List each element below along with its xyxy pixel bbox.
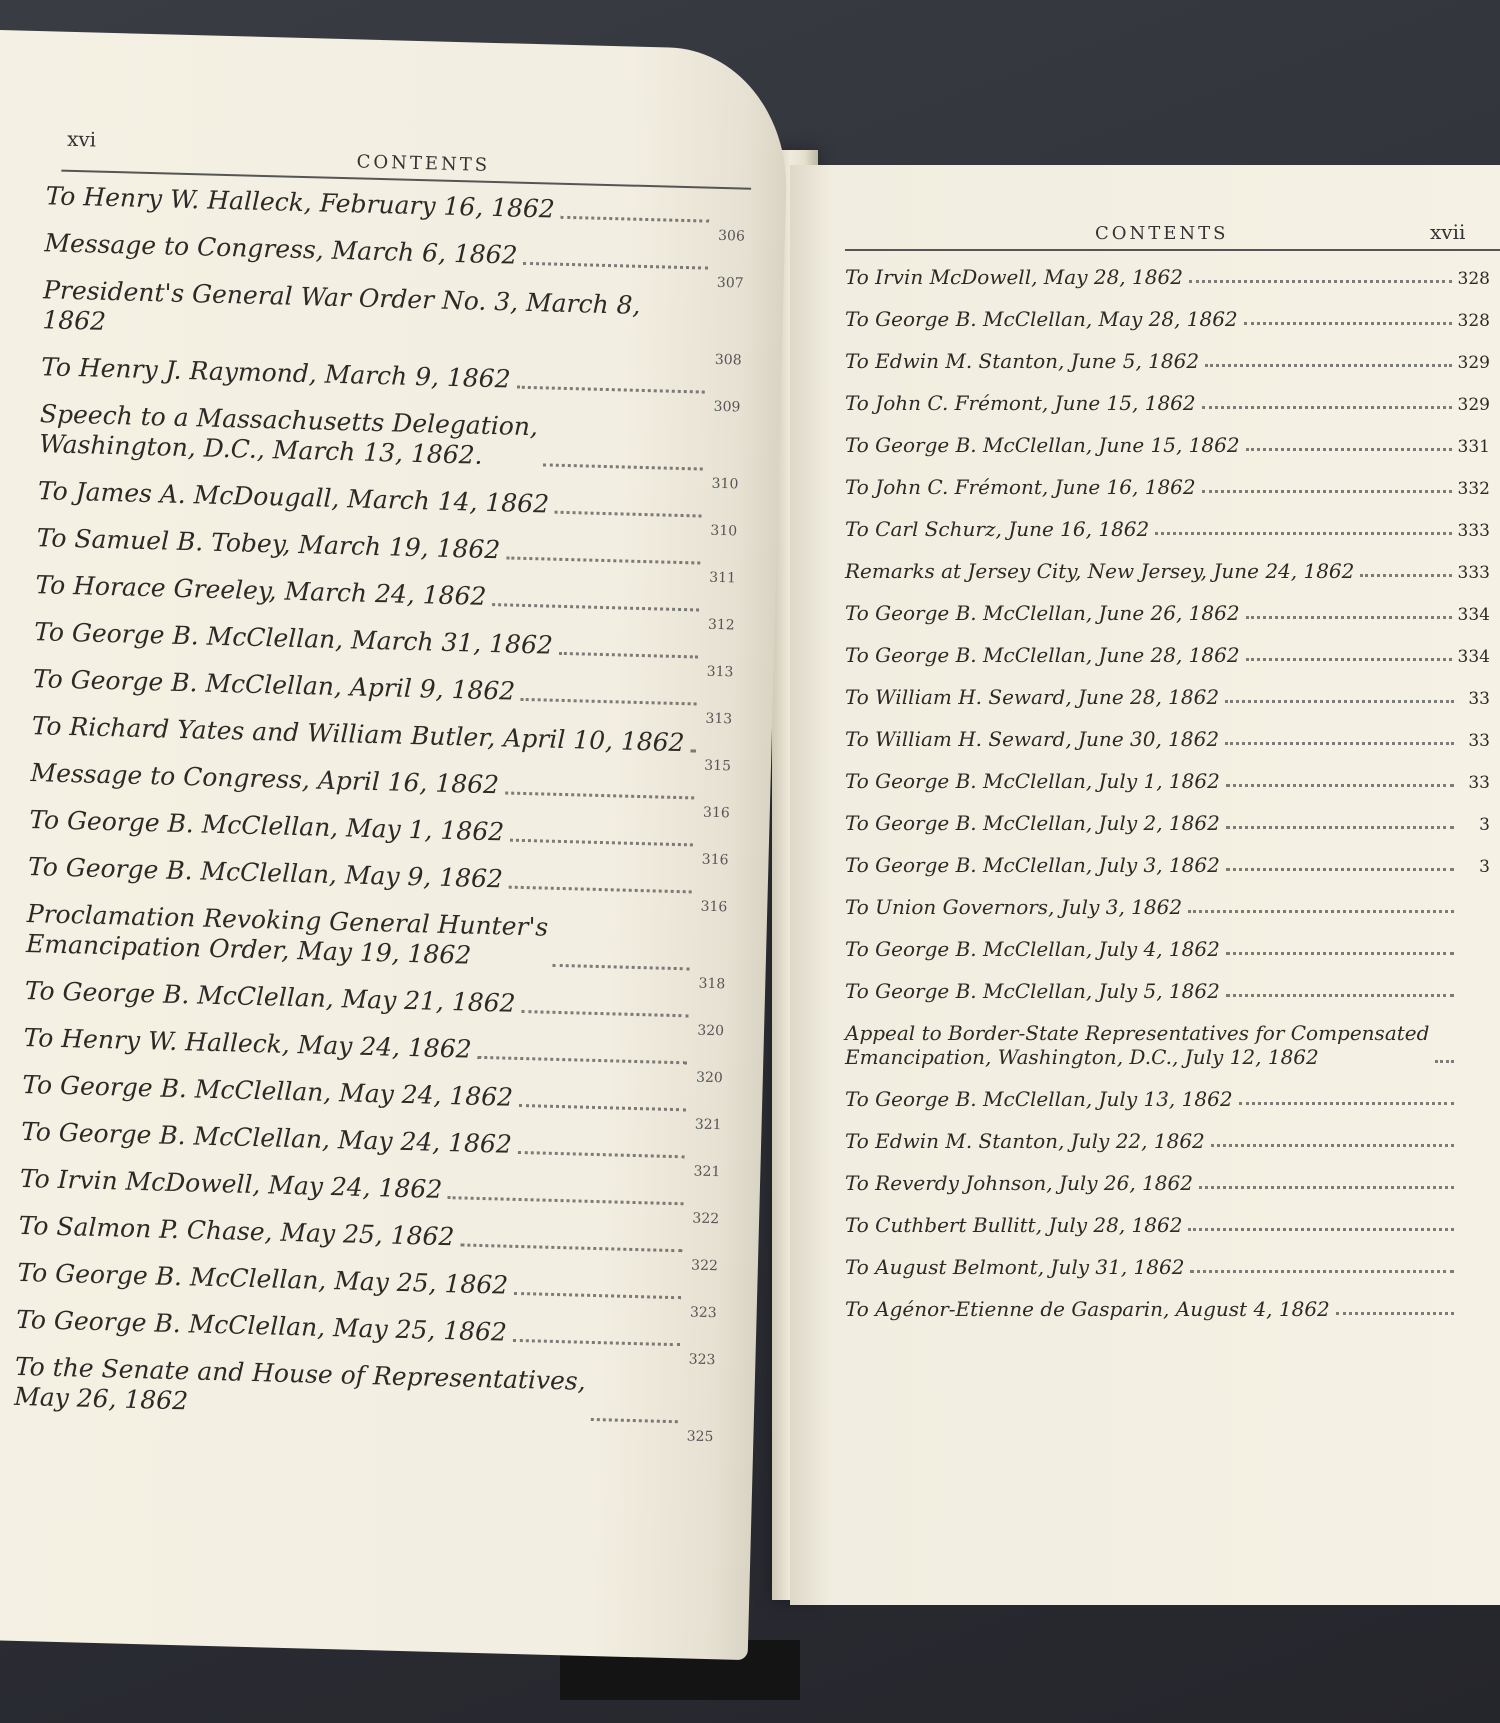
dot-leader bbox=[1226, 776, 1454, 787]
left-contents-list bbox=[13, 181, 745, 1447]
dot-leader bbox=[1226, 860, 1454, 871]
toc-entry-title: To George B. McClellan, April 9, 1862 bbox=[32, 664, 516, 706]
dot-leader bbox=[1225, 692, 1454, 703]
dot-leader bbox=[1246, 650, 1452, 661]
dot-leader bbox=[506, 548, 701, 564]
dot-leader bbox=[1360, 566, 1451, 577]
toc-entry bbox=[845, 517, 1490, 541]
toc-entry-title: To the Senate and House of Representatives, May 26, 1862 bbox=[13, 1351, 587, 1416]
toc-entry bbox=[845, 601, 1490, 625]
toc-entry-page: 332 bbox=[1457, 478, 1490, 499]
toc-entry bbox=[17, 1257, 718, 1322]
toc-entry-title: To George B. McClellan, July 1, 1862 bbox=[845, 769, 1220, 793]
toc-entry-title: To Carl Schurz, June 16, 1862 bbox=[845, 517, 1150, 541]
dot-leader bbox=[518, 1143, 685, 1158]
toc-entry-page: 333 bbox=[1457, 520, 1490, 541]
toc-entry bbox=[845, 643, 1490, 667]
toc-entry-title: To George B. McClellan, May 28, 1862 bbox=[845, 307, 1238, 331]
dot-leader bbox=[1226, 818, 1454, 829]
left-running-head: CONTENTS bbox=[356, 151, 491, 176]
toc-entry bbox=[36, 523, 737, 587]
toc-entry-title: To George B. McClellan, May 25, 1862 bbox=[17, 1257, 509, 1300]
toc-entry-title: To Henry W. Halleck, May 24, 1862 bbox=[23, 1022, 472, 1064]
toc-entry bbox=[845, 307, 1490, 331]
dot-leader bbox=[1336, 1304, 1454, 1315]
dot-leader bbox=[1199, 1178, 1454, 1189]
toc-entry-page: 329 bbox=[1457, 394, 1490, 415]
toc-entry-title: To Henry W. Halleck, February 16, 1862 bbox=[45, 181, 556, 224]
toc-entry bbox=[23, 1022, 724, 1087]
toc-entry bbox=[845, 433, 1490, 457]
toc-entry bbox=[32, 664, 734, 728]
dot-leader bbox=[1202, 398, 1452, 409]
toc-entry-page: 323 bbox=[689, 1304, 717, 1322]
toc-entry bbox=[845, 349, 1490, 373]
toc-entry bbox=[845, 727, 1490, 751]
toc-entry bbox=[845, 391, 1490, 415]
dot-leader bbox=[1155, 524, 1451, 535]
toc-entry-page: 318 bbox=[698, 975, 726, 993]
right-folio: xvii bbox=[1430, 220, 1466, 244]
toc-entry-page: 313 bbox=[705, 710, 733, 728]
left-folio: xvi bbox=[66, 126, 97, 152]
dot-leader bbox=[521, 690, 697, 706]
toc-entry bbox=[845, 1213, 1490, 1237]
toc-entry bbox=[845, 475, 1490, 499]
toc-entry-title: To William H. Seward, June 28, 1862 bbox=[845, 685, 1220, 709]
toc-entry-page: 3 bbox=[1479, 814, 1490, 835]
toc-entry-title: To Horace Greeley, March 24, 1862 bbox=[35, 570, 487, 611]
right-page bbox=[790, 165, 1500, 1605]
toc-entry-page: 315 bbox=[704, 757, 732, 775]
toc-entry-title: To George B. McClellan, May 1, 1862 bbox=[28, 805, 505, 847]
dot-leader bbox=[516, 378, 705, 394]
toc-entry-page: 310 bbox=[710, 522, 738, 540]
toc-entry bbox=[25, 899, 727, 993]
toc-entry-title: To Henry J. Raymond, March 9, 1862 bbox=[40, 352, 511, 394]
dot-leader bbox=[1189, 272, 1452, 283]
toc-entry bbox=[845, 937, 1490, 961]
toc-entry-page: 320 bbox=[695, 1069, 724, 1087]
toc-entry-title: To Agénor-Etienne de Gasparin, August 4, 1862 bbox=[845, 1297, 1330, 1321]
toc-entry-title: To George B. McClellan, June 26, 1862 bbox=[845, 601, 1240, 625]
toc-entry bbox=[845, 265, 1490, 289]
toc-entry bbox=[845, 1087, 1490, 1111]
toc-entry bbox=[845, 811, 1490, 835]
toc-entry-page: 313 bbox=[706, 663, 734, 681]
toc-entry-page: 33 bbox=[1468, 688, 1490, 709]
dot-leader bbox=[477, 1048, 687, 1064]
toc-entry-title: To George B. McClellan, July 13, 1862 bbox=[845, 1087, 1233, 1111]
toc-entry bbox=[13, 1351, 715, 1446]
toc-entry-page: 334 bbox=[1457, 604, 1490, 625]
toc-entry bbox=[845, 979, 1490, 1003]
toc-entry-page: 329 bbox=[1457, 352, 1490, 373]
toc-entry-title: To Reverdy Johnson, July 26, 1862 bbox=[845, 1171, 1193, 1195]
toc-entry bbox=[845, 1129, 1490, 1153]
toc-entry-page: 323 bbox=[688, 1351, 716, 1369]
dot-leader bbox=[510, 831, 693, 847]
dot-leader bbox=[521, 1002, 688, 1017]
toc-entry-title: To Irvin McDowell, May 24, 1862 bbox=[19, 1163, 443, 1204]
dot-leader bbox=[1211, 1136, 1454, 1147]
toc-entry-title: To George B. McClellan, May 24, 1862 bbox=[22, 1069, 514, 1112]
dot-leader bbox=[523, 254, 708, 270]
dot-leader bbox=[1202, 482, 1452, 493]
toc-entry-title: To George B. McClellan, July 2, 1862 bbox=[845, 811, 1220, 835]
toc-entry bbox=[845, 853, 1490, 877]
toc-entry-page: 316 bbox=[702, 804, 730, 822]
toc-entry-page: 3 bbox=[1479, 856, 1490, 877]
dot-leader bbox=[505, 783, 695, 799]
toc-entry-page: 321 bbox=[694, 1116, 722, 1134]
right-running-head: CONTENTS bbox=[1095, 223, 1229, 244]
toc-entry bbox=[45, 181, 746, 245]
toc-entry-page: 309 bbox=[713, 399, 741, 416]
dot-leader bbox=[1226, 944, 1454, 955]
toc-entry-title: To George B. McClellan, July 3, 1862 bbox=[845, 853, 1220, 877]
toc-entry bbox=[20, 1116, 722, 1181]
toc-entry-title: To George B. McClellan, May 25, 1862 bbox=[15, 1304, 508, 1347]
toc-entry-title: To William H. Seward, June 30, 1862 bbox=[845, 727, 1220, 751]
toc-entry bbox=[22, 1069, 723, 1134]
toc-entry-title: Remarks at Jersey City, New Jersey, June 24, 1862 bbox=[845, 559, 1355, 583]
toc-entry bbox=[40, 352, 742, 416]
toc-entry-title: Speech to a Massachusetts Delegation, Washington, D.C., March 13, 1862. bbox=[38, 399, 539, 470]
dot-leader bbox=[591, 1410, 678, 1423]
toc-entry-page: 307 bbox=[716, 275, 744, 292]
dot-leader bbox=[513, 1331, 680, 1346]
toc-entry-title: To George B. McClellan, June 28, 1862 bbox=[845, 643, 1240, 667]
toc-entry-title: Proclamation Revoking General Hunter's Emancipation Order, May 19, 1862 bbox=[25, 899, 549, 970]
toc-entry bbox=[845, 1171, 1490, 1195]
right-contents-list bbox=[845, 265, 1490, 1339]
toc-entry-page: 322 bbox=[692, 1210, 720, 1228]
dot-leader bbox=[1246, 440, 1452, 451]
toc-entry-page: 33 bbox=[1468, 772, 1490, 793]
toc-entry bbox=[42, 275, 743, 369]
toc-entry bbox=[28, 805, 730, 869]
dot-leader bbox=[559, 644, 698, 659]
toc-entry-page: 311 bbox=[708, 569, 737, 587]
toc-entry-page: 325 bbox=[686, 1428, 714, 1446]
dot-leader bbox=[1246, 608, 1452, 619]
toc-entry bbox=[35, 570, 736, 634]
toc-entry bbox=[15, 1304, 717, 1369]
toc-entry-page: 306 bbox=[717, 228, 746, 245]
dot-leader bbox=[1188, 902, 1454, 913]
toc-entry-page: 328 bbox=[1457, 310, 1490, 331]
toc-entry-page: 334 bbox=[1457, 646, 1490, 667]
toc-entry-page: 310 bbox=[711, 475, 739, 493]
toc-entry bbox=[30, 758, 731, 822]
toc-entry-title: To George B. McClellan, May 21, 1862 bbox=[24, 975, 516, 1018]
dot-leader bbox=[492, 595, 699, 611]
left-page bbox=[0, 30, 790, 1660]
toc-entry bbox=[845, 769, 1490, 793]
dot-leader bbox=[514, 1284, 681, 1299]
right-header-rule bbox=[845, 249, 1500, 251]
toc-entry-page: 308 bbox=[714, 352, 742, 369]
toc-entry-page: 316 bbox=[701, 851, 729, 869]
toc-entry-title: Appeal to Border-State Representatives for Compensated Emancipation, Washington, D.C., July 12, 1862 bbox=[845, 1021, 1430, 1069]
toc-entry bbox=[845, 559, 1490, 583]
toc-entry-title: To James A. McDougall, March 14, 1862 bbox=[37, 476, 550, 519]
dot-leader bbox=[690, 741, 695, 752]
toc-entry bbox=[37, 476, 739, 540]
toc-entry bbox=[845, 685, 1490, 709]
dot-leader bbox=[543, 455, 703, 470]
toc-entry-title: To Samuel B. Tobey, March 19, 1862 bbox=[36, 523, 501, 565]
toc-entry-page: 328 bbox=[1457, 268, 1490, 289]
dot-leader bbox=[555, 503, 702, 518]
toc-entry-title: To John C. Frémont, June 15, 1862 bbox=[845, 391, 1196, 415]
toc-entry-title: To Union Governors, July 3, 1862 bbox=[845, 895, 1183, 919]
dot-leader bbox=[1205, 356, 1451, 367]
dot-leader bbox=[509, 878, 692, 894]
toc-entry-page: 322 bbox=[690, 1257, 719, 1275]
toc-entry bbox=[31, 711, 732, 775]
dot-leader bbox=[519, 1096, 686, 1111]
toc-entry bbox=[33, 617, 735, 681]
toc-entry-title: To John C. Frémont, June 16, 1862 bbox=[845, 475, 1196, 499]
toc-entry-title: To George B. McClellan, June 15, 1862 bbox=[845, 433, 1240, 457]
toc-entry-page: 331 bbox=[1457, 436, 1490, 457]
dot-leader bbox=[553, 956, 690, 971]
toc-entry-page: 312 bbox=[707, 616, 735, 634]
toc-entry bbox=[27, 852, 729, 916]
toc-entry bbox=[18, 1210, 719, 1275]
dot-leader bbox=[1226, 986, 1454, 997]
toc-entry-title: Message to Congress, April 16, 1862 bbox=[30, 758, 500, 800]
toc-entry-title: To George B. McClellan, March 31, 1862 bbox=[33, 617, 554, 660]
dot-leader bbox=[1225, 734, 1454, 745]
dot-leader bbox=[1239, 1094, 1454, 1105]
toc-entry-title: To George B. McClellan, May 9, 1862 bbox=[27, 852, 504, 894]
dot-leader bbox=[1435, 1052, 1454, 1063]
toc-entry-title: To Edwin M. Stanton, July 22, 1862 bbox=[845, 1129, 1205, 1153]
toc-entry bbox=[845, 1255, 1490, 1279]
toc-entry-title: President's General War Order No. 3, March 8, 1862 bbox=[42, 275, 641, 336]
toc-entry-page: 316 bbox=[700, 898, 728, 916]
toc-entry bbox=[845, 895, 1490, 919]
toc-entry bbox=[845, 1297, 1490, 1321]
toc-entry bbox=[845, 1021, 1490, 1069]
toc-entry-title: To Richard Yates and William Butler, April 10, 1862 bbox=[31, 711, 685, 758]
toc-entry bbox=[24, 975, 725, 1040]
toc-entry bbox=[19, 1163, 721, 1228]
toc-entry-title: To Edwin M. Stanton, June 5, 1862 bbox=[845, 349, 1200, 373]
toc-entry-title: To Cuthbert Bullitt, July 28, 1862 bbox=[845, 1213, 1183, 1237]
toc-entry-title: To August Belmont, July 31, 1862 bbox=[845, 1255, 1185, 1279]
toc-entry-page: 33 bbox=[1468, 730, 1490, 751]
dot-leader bbox=[1244, 314, 1452, 325]
toc-entry-page: 333 bbox=[1457, 562, 1490, 583]
toc-entry-page: 321 bbox=[693, 1163, 721, 1181]
toc-entry-page: 320 bbox=[697, 1022, 725, 1040]
toc-entry-title: To George B. McClellan, July 4, 1862 bbox=[845, 937, 1220, 961]
toc-entry-title: To George B. McClellan, July 5, 1862 bbox=[845, 979, 1220, 1003]
toc-entry bbox=[44, 228, 745, 292]
toc-entry-title: To Irvin McDowell, May 28, 1862 bbox=[845, 265, 1183, 289]
dot-leader bbox=[1188, 1220, 1454, 1231]
toc-entry-title: To Salmon P. Chase, May 25, 1862 bbox=[18, 1210, 455, 1252]
dot-leader bbox=[1190, 1262, 1454, 1273]
dot-leader bbox=[448, 1188, 684, 1205]
dot-leader bbox=[561, 208, 710, 223]
toc-entry bbox=[38, 399, 740, 493]
toc-entry-title: To George B. McClellan, May 24, 1862 bbox=[20, 1116, 513, 1159]
toc-entry-title: Message to Congress, March 6, 1862 bbox=[44, 228, 518, 270]
dot-leader bbox=[460, 1235, 682, 1252]
